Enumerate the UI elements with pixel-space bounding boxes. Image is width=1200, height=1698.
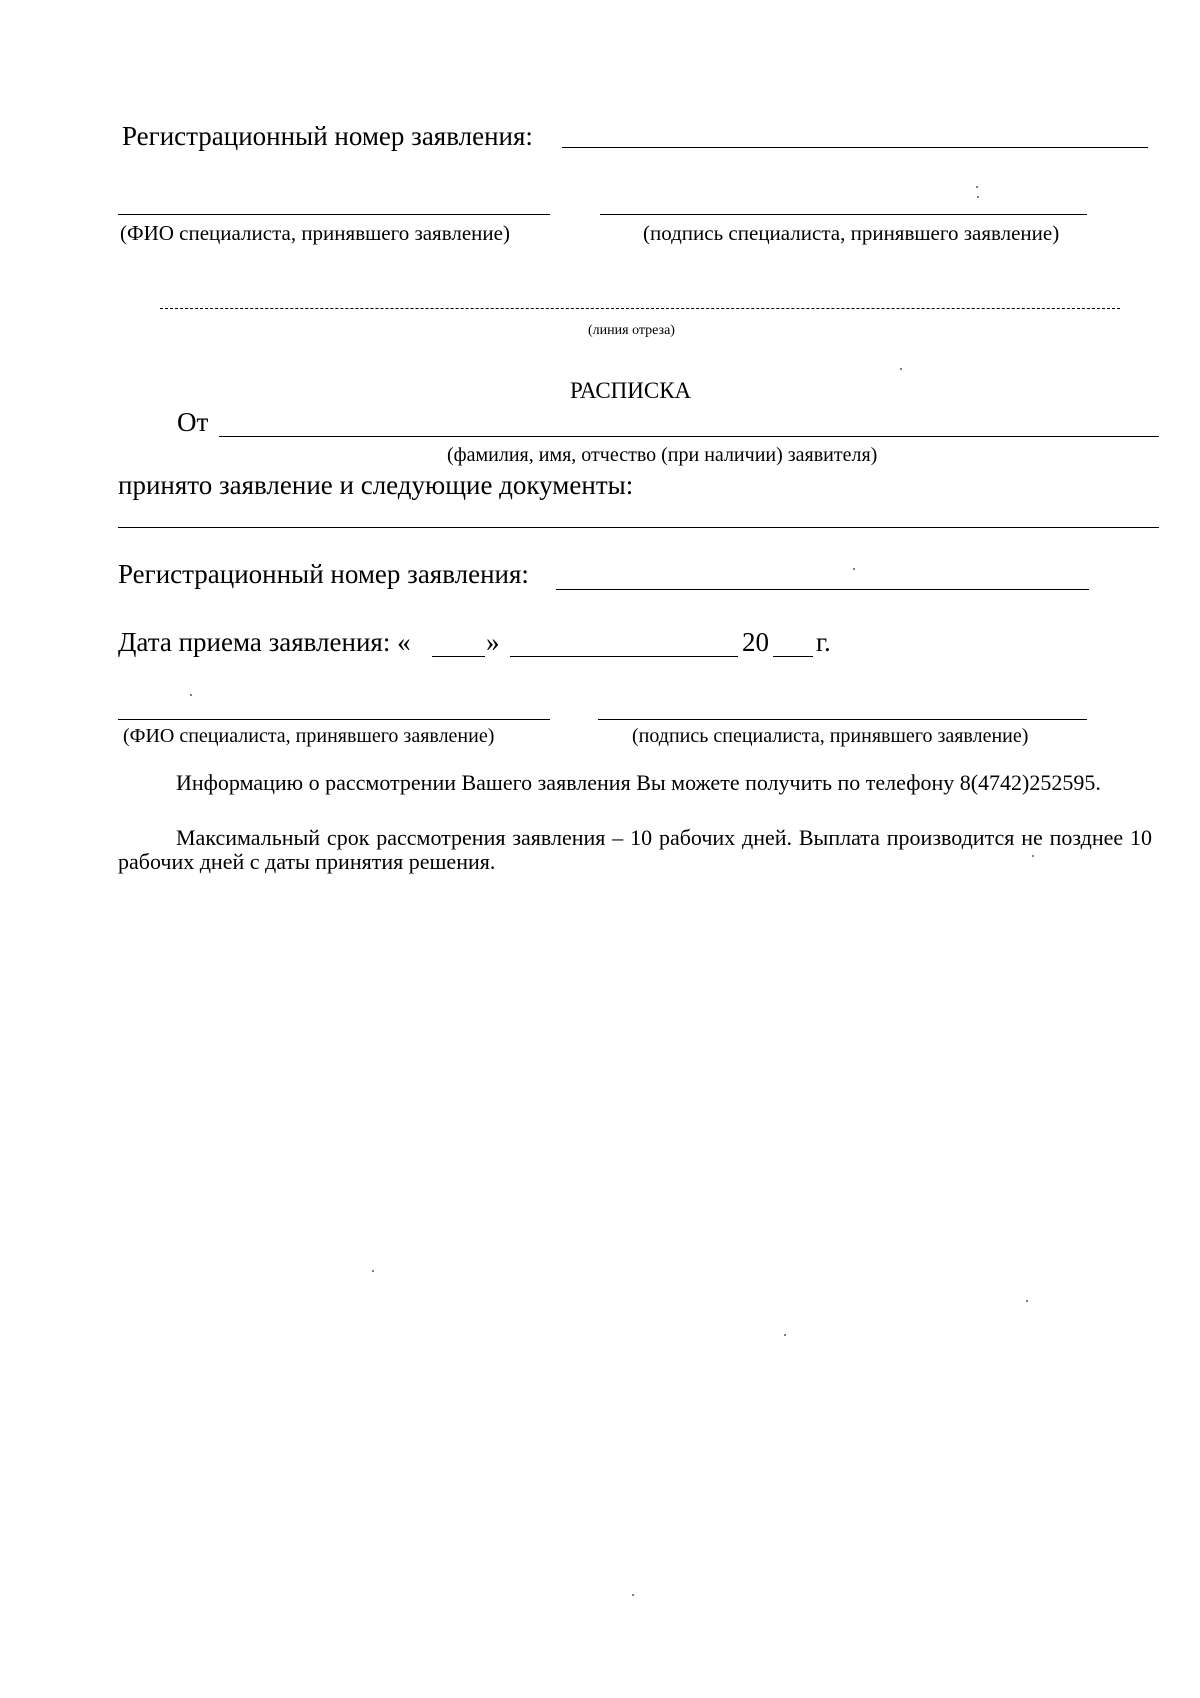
specialist-name-field-top[interactable]: [118, 214, 550, 215]
reg-number-field-top[interactable]: [562, 147, 1148, 148]
specialist-signature-field[interactable]: [598, 719, 1087, 720]
cut-line: [160, 308, 1120, 309]
specialist-signature-field-top[interactable]: [600, 214, 1087, 215]
specialist-signature-caption-top: (подпись специалиста, принявшего заявление): [643, 221, 1060, 245]
date-day-field[interactable]: [432, 656, 485, 657]
scan-speck: [900, 368, 902, 370]
scan-speck: [632, 1594, 634, 1596]
specialist-signature-caption: (подпись специалиста, принявшего заявление): [632, 725, 1029, 747]
documents-list-field[interactable]: [118, 527, 1159, 528]
date-label: Дата приема заявления: «: [118, 627, 411, 657]
reg-number-label-top: Регистрационный номер заявления:: [122, 121, 533, 151]
scan-speck: [977, 196, 979, 198]
scan-speck: [1026, 1300, 1028, 1302]
date-quote-close: »: [486, 627, 500, 657]
reg-number-label: Регистрационный номер заявления:: [118, 559, 529, 589]
scan-speck: [784, 1334, 786, 1336]
specialist-name-caption: (ФИО специалиста, принявшего заявление): [123, 725, 495, 747]
info-paragraph: Информацию о рассмотрении Вашего заявления Вы можете получить по телефону 8(4742)252595.: [176, 770, 1101, 795]
specialist-name-field[interactable]: [118, 719, 550, 720]
accepted-documents-text: принято заявление и следующие документы:: [118, 470, 634, 500]
year-prefix: 20: [742, 627, 769, 657]
scan-speck: [190, 694, 192, 696]
date-month-field[interactable]: [510, 656, 738, 657]
applicant-caption: (фамилия, имя, отчество (при наличии) заявителя): [447, 444, 878, 466]
receipt-title: РАСПИСКА: [570, 378, 692, 403]
scan-speck: [372, 1270, 374, 1272]
term-paragraph: Максимальный срок рассмотрения заявления – 10 рабочих дней. Выплата производится не позднее 10 рабочих дней с даты принятия решения.: [118, 825, 1152, 874]
date-year-field[interactable]: [773, 656, 813, 657]
scan-speck: [853, 568, 855, 570]
year-suffix: г.: [816, 627, 831, 657]
cut-line-caption: (линия отреза): [588, 323, 675, 338]
reg-number-field[interactable]: [556, 589, 1089, 590]
from-label: От: [177, 407, 209, 437]
specialist-name-caption-top: (ФИО специалиста, принявшего заявление): [120, 221, 510, 245]
scan-speck: [976, 186, 978, 188]
scan-speck: [1032, 855, 1034, 857]
applicant-name-field[interactable]: [219, 436, 1159, 437]
